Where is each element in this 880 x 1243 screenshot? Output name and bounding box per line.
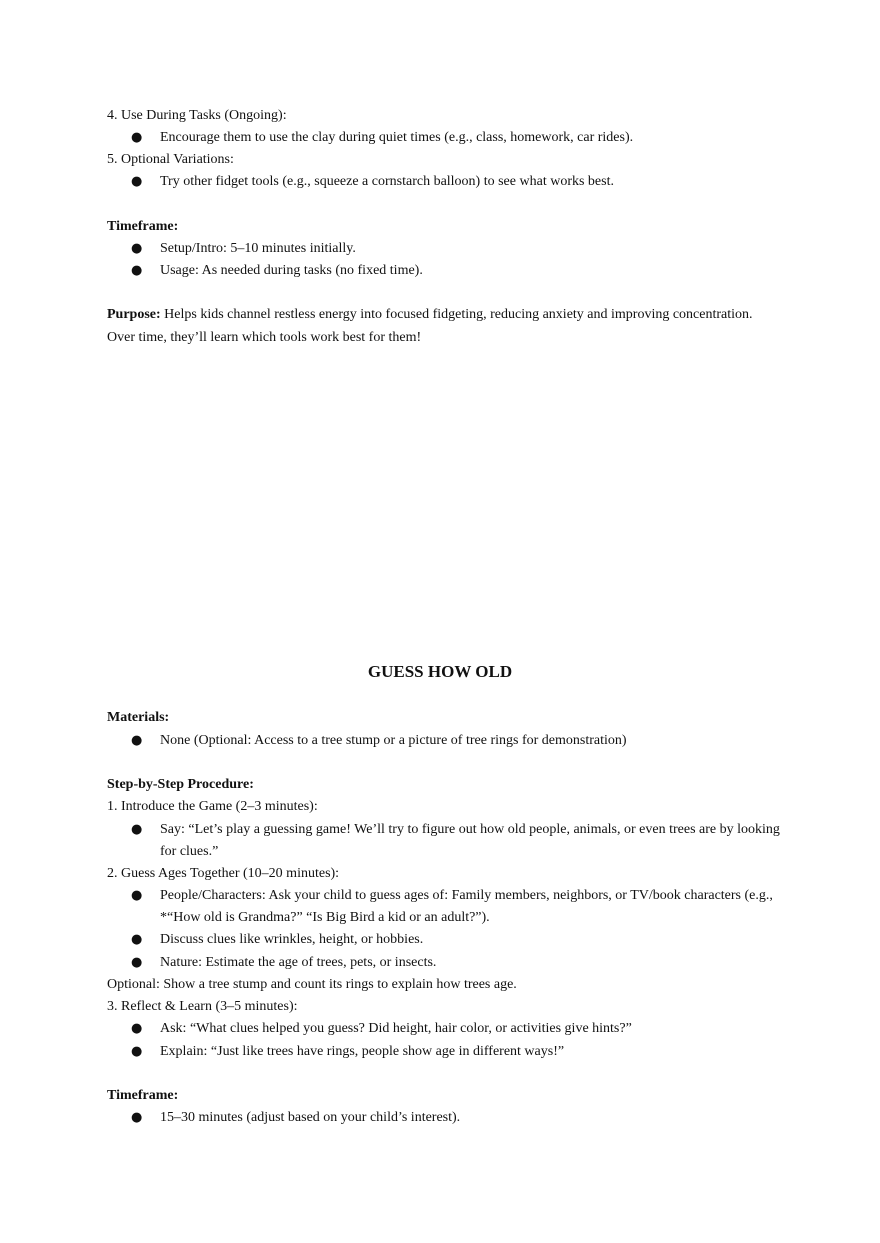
bullet-icon: ● bbox=[131, 241, 143, 256]
timeframe-bullet: Setup/Intro: 5–10 minutes initially. bbox=[160, 241, 356, 256]
bullet-icon: ● bbox=[131, 955, 143, 970]
step-1-bullet-cont: for clues.” bbox=[160, 844, 219, 859]
bullet-icon: ● bbox=[131, 1110, 143, 1125]
step-2-bullet: People/Characters: Ask your child to guess ages of: Family members, neighbors, or TV/book characters (e.g., bbox=[160, 888, 773, 903]
step-1-heading: 1. Introduce the Game (2–3 minutes): bbox=[107, 799, 318, 814]
step-1-bullet: Say: “Let’s play a guessing game! We’ll try to figure out how old people, animals, or even trees are by looking bbox=[160, 822, 780, 837]
bullet-icon: ● bbox=[131, 822, 143, 837]
step-5-heading: 5. Optional Variations: bbox=[107, 152, 234, 167]
bullet-icon: ● bbox=[131, 174, 143, 189]
materials-heading: Materials: bbox=[107, 710, 170, 725]
purpose-label: Purpose: bbox=[107, 307, 161, 322]
materials-bullet: None (Optional: Access to a tree stump or a picture of tree rings for demonstration) bbox=[160, 733, 627, 748]
bullet-icon: ● bbox=[131, 263, 143, 278]
step-3-heading: 3. Reflect & Learn (3–5 minutes): bbox=[107, 999, 298, 1014]
timeframe-bullet: Usage: As needed during tasks (no fixed time). bbox=[160, 263, 423, 278]
step-2-bullet: Discuss clues like wrinkles, height, or hobbies. bbox=[160, 932, 424, 947]
step-4-heading: 4. Use During Tasks (Ongoing): bbox=[107, 108, 287, 123]
timeframe-bullet: 15–30 minutes (adjust based on your child’s interest). bbox=[160, 1110, 461, 1125]
purpose-paragraph bbox=[107, 304, 753, 326]
purpose-text: Helps kids channel restless energy into focused fidgeting, reducing anxiety and improving concentration. bbox=[160, 307, 753, 322]
optional-note: Optional: Show a tree stump and count its rings to explain how trees age. bbox=[107, 977, 517, 992]
bullet-icon: ● bbox=[131, 130, 143, 145]
bullet-icon: ● bbox=[131, 888, 143, 903]
bullet-icon: ● bbox=[131, 932, 143, 947]
timeframe-heading: Timeframe: bbox=[107, 219, 179, 234]
bullet-icon: ● bbox=[131, 733, 143, 748]
bullet-icon: ● bbox=[131, 1021, 143, 1036]
step-3-bullet: Ask: “What clues helped you guess? Did height, hair color, or activities give hints?” bbox=[160, 1021, 632, 1036]
step-4-bullet: Encourage them to use the clay during quiet times (e.g., class, homework, car rides). bbox=[160, 130, 634, 145]
step-2-bullet-cont: *“How old is Grandma?” “Is Big Bird a kid or an adult?”). bbox=[160, 910, 490, 925]
purpose-paragraph-cont: Over time, they’ll learn which tools work best for them! bbox=[107, 330, 422, 345]
step-3-bullet: Explain: “Just like trees have rings, people show age in different ways!” bbox=[160, 1044, 565, 1059]
procedure-heading: Step-by-Step Procedure: bbox=[107, 777, 254, 792]
step-2-bullet: Nature: Estimate the age of trees, pets, or insects. bbox=[160, 955, 437, 970]
step-5-bullet: Try other fidget tools (e.g., squeeze a cornstarch balloon) to see what works best. bbox=[160, 174, 614, 189]
bullet-icon: ● bbox=[131, 1044, 143, 1059]
step-2-heading: 2. Guess Ages Together (10–20 minutes): bbox=[107, 866, 340, 881]
timeframe-heading: Timeframe: bbox=[107, 1088, 179, 1103]
page-title: GUESS HOW OLD bbox=[367, 662, 513, 681]
